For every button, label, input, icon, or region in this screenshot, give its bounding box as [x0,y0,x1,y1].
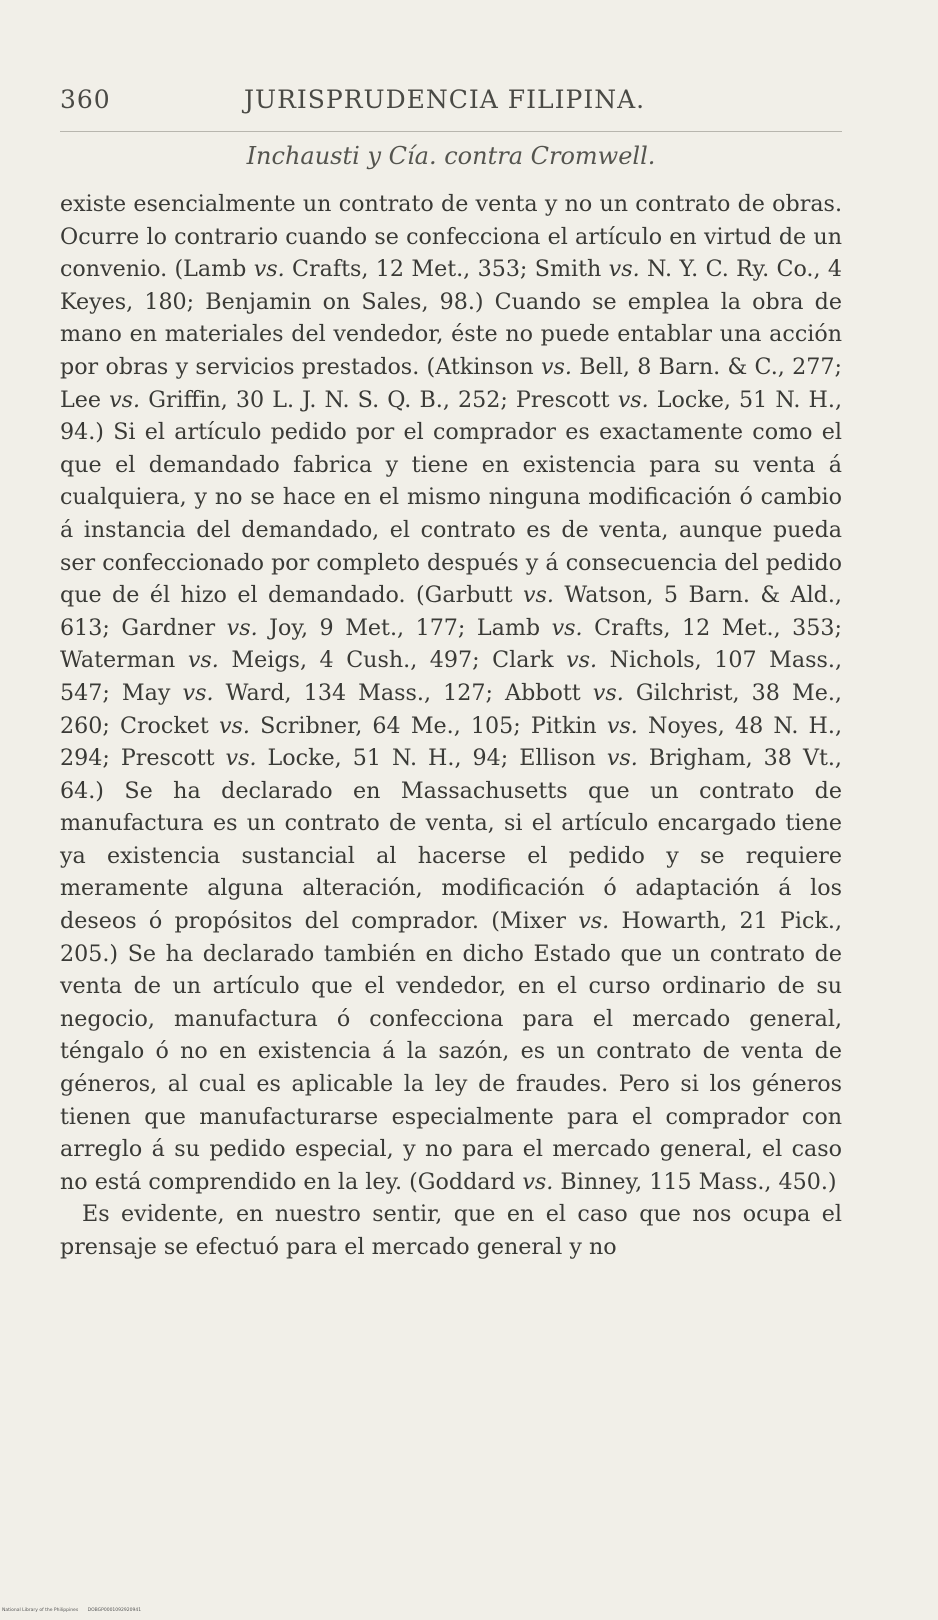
running-title: JURISPRUDENCIA FILIPINA. [244,85,646,114]
scan-id: DOBGP0001092920941 [87,1608,142,1613]
page [60,85,842,1264]
scan-footer [2,1608,149,1613]
page-number: 360 [60,85,111,114]
page-header [60,85,842,125]
paragraph-1: existe esencialmente un contrato de venta y no un contrato de obras. Ocurre lo contrario cuando se confecciona el artículo en virtud de un convenio. (Lamb vs. Crafts, 12 Met., 353; Smith vs. N. Y. C. Ry. Co., 4 Keyes, 180; Benjamin on Sales, 98.) Cuando se emplea la obra de mano en materiales del vendedor, éste no puede entablar una acción por obras y servicios prestados. (Atkinson vs. Bell, 8 Barn. & C., 277; Lee vs. Griffin, 30 L. J. N. S. Q. B., 252; Prescott vs. Locke, 51 N. H., 94.) Si el artículo pedido por el comprador es exactamente como el que el demandado fabrica y tiene en existencia para su venta á cualquiera, y no se hace en el mismo ninguna modificación ó cambio á instancia del demandado, el contrato es de venta, aunque pueda ser confeccionado por completo después y á consecuencia del pedido que de él hizo el demandado. (Garbutt vs. Watson, 5 Barn. & Ald., 613; Gardner vs. Joy, 9 Met., 177; Lamb vs. Crafts, 12 Met., 353; Waterman vs. Meigs, 4 Cush., 497; Clark vs. Nichols, 107 Mass., 547; May vs. Ward, 134 Mass., 127; Abbott vs. Gilchrist, 38 Me., 260; Crocket vs. Scribner, 64 Me., 105; Pitkin vs. Noyes, 48 N. H., 294; Prescott vs. Locke, 51 N. H., 94; Ellison vs. Brigham, 38 Vt., 64.) Se ha declarado en Massachusetts que un contrato de manufactura es un contrato de venta, si el artículo encargado tiene ya existencia sustancial al hacerse el pedido y se requiere meramente alguna alteración, modificación ó adaptación á los deseos ó propósitos del comprador. (Mixer vs. Howarth, 21 Pick., 205.) Se ha declarado también en dicho Estado que un contrato de venta de un artículo que el vendedor, en el curso ordinario de su negocio, manufactura ó confecciona para el mercado general, téngalo ó no en existencia á la sazón, es un contrato de venta de géneros, al cual es aplicable la ley de fraudes. Pero si los géneros tienen que manufacturarse especialmente para el comprador con arreglo á su pedido especial, y no para el mercado general, el caso no está comprendido en la ley. (Goddard vs. Binney, 115 Mass., 450.) [60,191,843,1195]
paragraph-2: Es evidente, en nuestro sentir, que en el caso que nos ocupa el prensaje se efectuó para el mercado general y no [60,1201,842,1260]
header-rule [60,131,842,132]
case-title: Inchausti y Cía. contra Cromwell. [246,142,656,170]
library-name: National Library of the Philippines [2,1608,79,1613]
